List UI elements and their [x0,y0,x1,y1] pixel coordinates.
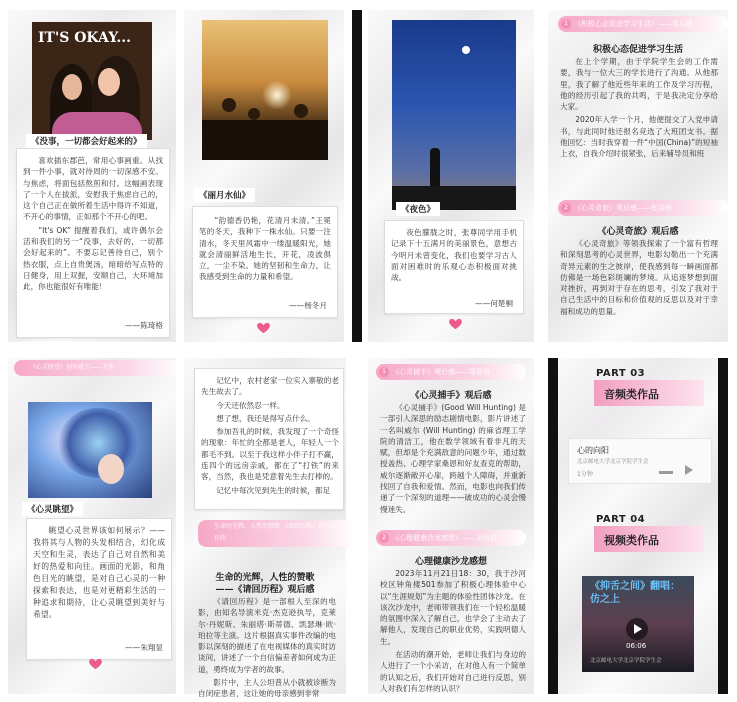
number-badge: 2 [379,533,389,543]
left-border [548,358,558,694]
section-header: 生命的光辉，人性的赞歌 《请回历程》观后感——段佳欣 [198,520,354,547]
right-border [718,358,728,694]
image-caption: 《夜色》 [396,202,440,216]
body-paragraph-2: “It's OK” 提醒着我们，或许偶尔会活和我们的另一“没事，去好的，一切都会好起来的”。不要忘记善待自己，别个热衣服，点上自贵煲汤，暗暗给写点特的日健身，用上双握，安顺自己，大环境加此，你也能很好有唯能！ [23,225,163,292]
article-body: 《请回历程》是一部根人至深的电影，由知名导演米克·杰克逊执导，克莱尔·丹妮斯、朱丽塔·斯蒂德、凯瑟琳·欧·珀拉等主演。这片根据真实事件改编的电影以深刻的描述了在电视媒体的真实时访谈间，讲述了一个自信偏差者如何成为正道，勇终成为学者的故事。 影片中，主人公坦普从小就被诊断为自闭症患者，这让她的母亲感到非常 [198,597,336,699]
number-badge: 1 [561,19,571,29]
article-body-1: 在上个学期，由于学院学生会的工作需要，我与一位大三的学长进行了沟通。从他那里，我了解了他近些年来的工作及学习历程，他的经历引起了我的共鸣，于是我决定分享给大家。 2020年入学一个月，他便提交了入党申请书，与此同时他还报名竞选了大班团支书。据他回忆：当时我穿着一件“中国(China)”的短袖上衣，自我介绍时很紧张，后来辅导员和班 [560,57,718,159]
article-title-1: 《心灵捕手》观后感 [410,391,492,401]
video-player[interactable] [582,576,694,672]
text-card [384,220,524,314]
section-header: 《心灵眺望》创作感言——王作 [14,360,180,376]
heart-icon [256,320,271,335]
image-caption: 《丽月水仙》 [194,188,255,202]
section-header-2: 2 《心理健康沙龙感想》——刘舍盈 [376,530,526,546]
heart-icon [448,316,463,331]
part4-title: 视频类作品 [604,534,659,547]
panel-media-works [548,358,728,694]
its-okay-image [32,22,152,140]
heart-icon [88,656,103,671]
play-icon[interactable] [685,465,693,475]
audio-time: 1分钟 [577,471,593,478]
part3-label: PART 03 [596,368,646,379]
flower-silhouette-1 [222,98,236,112]
body-paragraph-1: 喜欢插东郡芭，常用心事画重。从找到一件小事，就对待周的一切深感不安。与焦虑，将面包括熬煎和付。这幅画表现了一个人在拔派，安慰我于焦虑自己的，这个自己正在做所着生活中得许不知道，不开心的事情，正如那个不开心的吧。 [23,156,163,222]
panel-night [368,10,534,342]
image-caption: 《心灵眺望》 [22,502,83,516]
text-card [26,518,172,660]
panel-good-will-hunting [368,358,534,694]
article-title-line-2: ——《请回历程》观后感 [215,585,315,595]
article-body-1: 《心灵捕手》(Good Will Hunting) 是一部引人深思的励志剧情电影，影片讲述了一名叫威尔 (Will Hunting) 的麻省理工学院的清洁工，他在数学领域有着非凡的天赋，但却是个充满敌意的问题少年，通过数授盖热、心理学家桑恩和好友查克的帮助，威尔逐渐敞开心扉，跨越个人障碍，并重新找回了自我和爱情。然而，电影也向我们传递了一个深刻的道理——破成功的心灵会慢慢迷失。 [380,403,526,514]
figure-left-face [62,74,82,100]
body-text: 眺望心灵世界该如何展示？——我将其与人物的头发相结合，幻化成天空和生灵，表达了自己对自然和美好的热爱和向往。画面的光影，和角色目光的眺望，是对自己心灵的一种探索和表达，也是对更精彩生活的一种追求和期待，让心灵眺望到美好与希望。 [33,526,165,619]
body-text: 夜色朦胧之时，张尊同学用手机记录下十五满月的美丽景色，意想古今明月未曾变化，我们也要学习古人面对困难时的乐观心态积极面对挑战。 [391,228,517,283]
video-overlay-text: 《抑舌之间》翻唱：仿之上 [590,581,680,605]
audio-title: 心的向阳 [577,446,609,455]
night-photo [392,20,516,210]
text-card [192,206,338,318]
media-content [558,358,718,694]
panel-temple-grandin [184,358,354,699]
panel-its-okay [8,10,176,342]
body-text: “韵德香仍艳，花清月未清。”王冕笔的冬天，我种下一株水仙。只要一注清水，冬天里风霜中一缕温暖阳光，她就会清丽鲜活地生长，开花，凌波俱立，一尘不染。她的坚韧和生命力，让我感受到生命的力量和希望。 [199,216,331,282]
audio-subtitle: 北京邮电大学北京学院学生会 [577,459,649,465]
signature: ——杨冬月 [289,301,327,310]
signature: ——陈琦格 [125,321,163,330]
video-subtitle: 北京邮电大学北京学院学生会 [590,658,662,664]
daffodil-photo [202,20,328,160]
body-text: 记忆中，农村老家一位实入寨敬的老先生故去了。 今天还依然忍一样。 想了想，我还是得写点什么。 参加吾礼的时候，我发现了一个奇怪的现象：年忙的全都是老人，年轻人一个都毛不到。以至于我这样小伴子打不赢，连四个的远房亲戚，都在了“打铁”的来客，当然，我也是凭意着先生去打棒的。 记忆中每次见到先生的时候，都足 [201,376,339,495]
body-text [23,155,163,295]
sun-glow [262,80,292,110]
article-body-2: 2023年11月21日18：30，我于沙河校区钟角楼501参加了积极心理体验中心以“生涯规划”为主题的体验性团体沙龙。在该次沙龙中，老师带领我们在一个轻松温暖的氛围中深入了解自己，也学会了主动去了解他人，发现自己的职业优势，实践明德人生。 在活动的潮开始，老师让我们与身边的人进行了一个小采访，在对他人有一个简单的认知之后，我们开始对自己进行反思，别人对我们有怎样的认识？ [380,569,526,693]
video-time: 06:06 [626,642,647,650]
article-title-1: 积极心态促进学习生活 [592,45,683,55]
moon [462,46,470,54]
play-button[interactable] [626,618,648,640]
article-title-2: 《心灵奇旅》观后感 [597,227,679,237]
girl-face [98,454,124,484]
divider-bar [352,10,362,342]
soul-gaze-image [28,402,152,498]
progress-icon[interactable] [659,471,673,474]
audio-card[interactable] [568,438,712,484]
image-caption: 《没事，一切都会好起来的》 [26,134,147,148]
figure-right-face [98,68,120,96]
image-text: IT'S OKAY... [38,30,132,46]
flower-silhouette-3 [294,104,308,118]
part4-label: PART 04 [596,514,646,525]
section-header-1: 1 《心灵捕手》观后感——梁晨海 [376,364,526,380]
article-body-2: 《心灵奇旅》等领我探索了一个富有哲理和深刻思考的心灵世界，电影勾勒出一个充满奇异元素的生之彼岸，使我感到每一瞬画面都仿佛是一场色彩斑斓的梦境。从追逐梦想到面对挫折，再到对于存在的思考，引发了我对于自己生活中的目标和价值观的反思以及对于幸福和成功的思量。 [560,239,718,316]
section-header-1: 1 《积极心态促进学习生活》——观后感 [558,16,728,32]
panel-daffodil [184,10,344,342]
text-card [16,148,170,338]
signature: ——何楚桐 [475,299,513,308]
leaves [202,120,328,160]
person-silhouette [430,148,440,188]
text-card-top [194,368,344,510]
signature: ——朱翔显 [125,643,163,652]
part3-title: 音频类作品 [604,388,659,401]
number-badge: 1 [379,367,389,377]
article-title-2: 心理健康沙龙感想 [414,557,487,567]
article-title-line-1: 生命的光辉，人性的赞歌 [215,573,315,583]
panel-soul-gaze [8,358,176,694]
number-badge: 2 [561,203,571,213]
flower-silhouette-2 [248,108,260,120]
panel-positive-mindset [548,10,728,342]
section-header-2: 2 《心灵奇旅》观后感——张诗雨 [558,200,728,216]
play-icon [634,624,642,634]
